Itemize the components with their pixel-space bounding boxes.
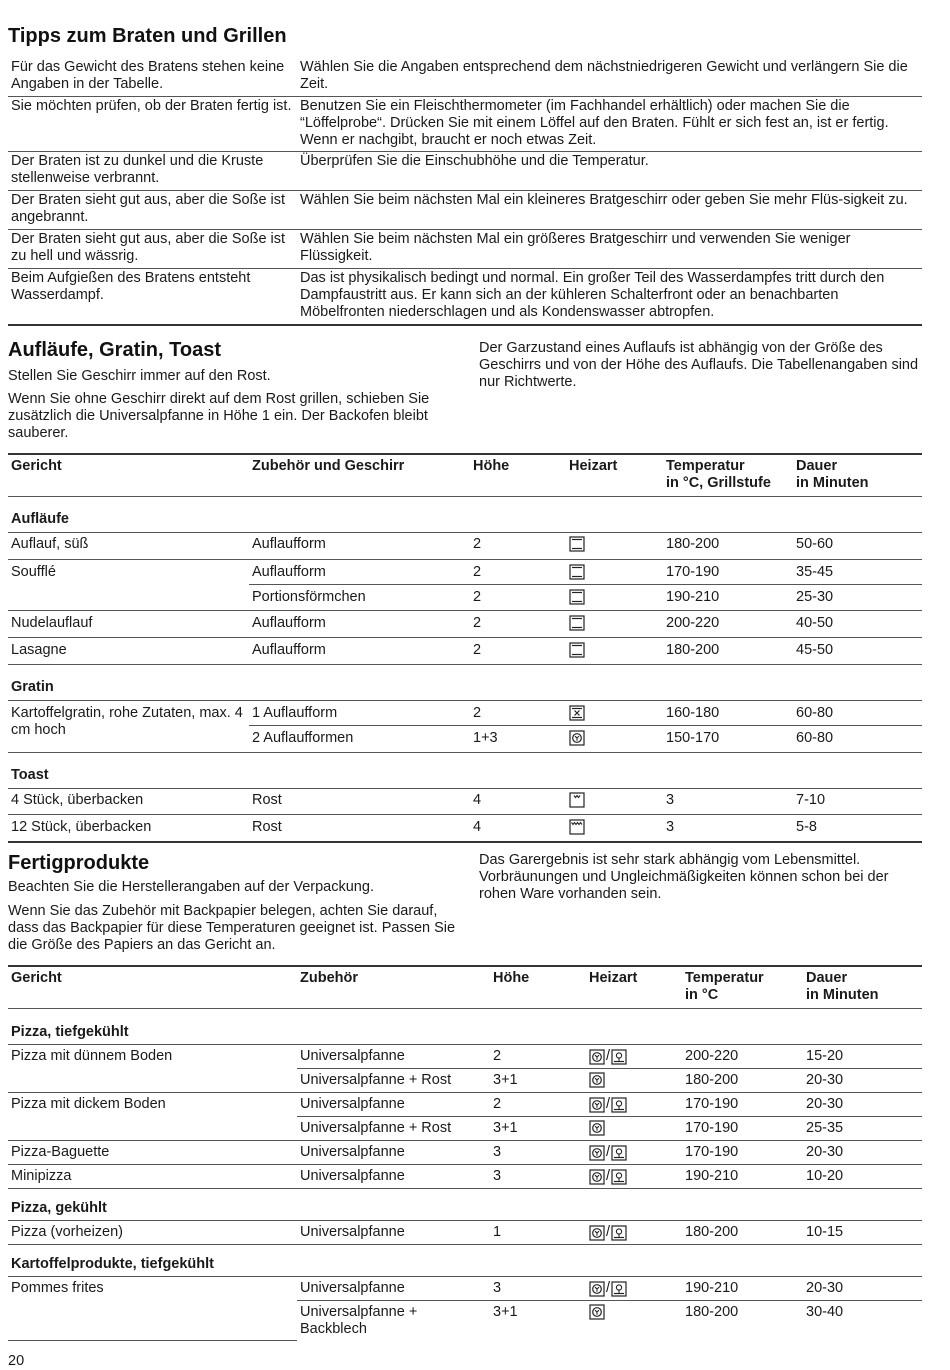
mode-cell [586, 1221, 682, 1245]
table-row [8, 1093, 922, 1117]
section-title-convenience: Fertigprodukte [8, 852, 150, 874]
level-cell: 2 [473, 589, 482, 605]
level-cell: 2 [470, 701, 566, 726]
dish-cell: 4 Stück, überbacken [11, 792, 144, 808]
casserole-intro-3: Der Garzustand eines Auflaufs ist abhängig von der Größe des Geschirrs und von der Höhe des Auflaufs. Die Tabellenangaben sind nur Richtwerte. [479, 340, 919, 390]
dish-cell [8, 585, 249, 611]
tip-cell: Überprüfen Sie die Einschubhöhe und die Temperatur. [300, 153, 649, 169]
group-row [8, 1009, 922, 1045]
hot-air-icon [589, 1281, 605, 1297]
convenience-table [8, 965, 922, 1341]
mode-cell [566, 560, 663, 585]
group-label: Pizza, tiefgekühlt [11, 1024, 129, 1040]
accessory-cell: Universalpfanne [297, 1093, 490, 1117]
problem-cell: Für das Gewicht des Bratens stehen keine Angaben in der Tabelle. [11, 59, 285, 92]
fan-top-bottom-icon [569, 705, 585, 721]
problem-cell: Beim Aufgießen des Bratens entsteht Wasserdampf. [11, 270, 251, 303]
col-mode: Heizart [569, 458, 618, 474]
group-label: Aufläufe [11, 511, 69, 527]
table-row [8, 1045, 922, 1069]
col-dish: Gericht [11, 970, 62, 986]
group-row [8, 1245, 922, 1277]
convenience-intro-3: Das Garergebnis ist sehr stark abhängig vom Lebensmittel. Vorbräunungen und Ungleichmäßigkeiten können schon bei der rohen Ware vorhanden sein. [479, 852, 889, 902]
slash-separator: / [606, 1096, 611, 1112]
mode-cell [586, 1141, 682, 1165]
accessory-cell: Rost [252, 792, 282, 808]
pizza-setting-icon [611, 1097, 627, 1113]
top-bottom-heat-icon [569, 589, 585, 605]
slash-separator: / [606, 1224, 611, 1240]
level-cell: 3+1 [493, 1120, 518, 1136]
mode-cell [566, 789, 663, 815]
hot-air-icon [589, 1169, 605, 1185]
group-label: Kartoffelprodukte, tiefgekühlt [11, 1256, 215, 1272]
duration-cell: 35-45 [793, 560, 922, 585]
dish-cell: Kartoffelgratin, rohe Zutaten, max. 4 cm hoch [8, 701, 249, 753]
duration-cell: 25-30 [796, 589, 834, 605]
temperature-cell: 190-210 [682, 1277, 803, 1301]
accessory-cell: 1 Auflaufform [249, 701, 470, 726]
col-temperature: Temperatur in °C [685, 970, 764, 1003]
table-row [8, 638, 922, 665]
accessory-cell: Rost [252, 819, 282, 835]
section-title-casseroles: Aufläufe, Gratin, Toast [8, 339, 221, 361]
slash-separator: / [606, 1280, 611, 1296]
table-row [8, 58, 922, 97]
level-cell: 3 [493, 1144, 502, 1160]
temperature-cell: 170-190 [663, 560, 793, 585]
table-row [8, 701, 922, 726]
table-header-row [8, 454, 922, 497]
accessory-cell: Auflaufform [252, 642, 326, 658]
temperature-cell: 3 [666, 792, 675, 808]
level-cell: 3+1 [493, 1304, 518, 1320]
problem-cell: Der Braten sieht gut aus, aber die Soße ist angebrannt. [11, 192, 286, 225]
temperature-cell: 150-170 [666, 730, 720, 746]
col-temperature: Temperatur in °C, Grillstufe [666, 458, 771, 491]
group-label: Gratin [11, 679, 54, 695]
duration-cell: 5-8 [796, 819, 817, 835]
temperature-cell: 180-200 [685, 1072, 739, 1088]
table-row [8, 97, 922, 152]
page-number: 20 [8, 1353, 25, 1369]
duration-cell: 20-30 [806, 1144, 844, 1160]
hot-air-icon [589, 1072, 605, 1088]
level-cell: 2 [473, 615, 482, 631]
temperature-cell: 170-190 [682, 1093, 803, 1117]
group-row [8, 497, 922, 533]
duration-cell: 20-30 [803, 1093, 922, 1117]
col-duration: Dauer in Minuten [796, 458, 869, 491]
hot-air-icon [589, 1120, 605, 1136]
temperature-cell: 3 [666, 819, 675, 835]
dish-cell: 12 Stück, überbacken [11, 819, 152, 835]
mode-cell [566, 638, 663, 665]
mode-cell [566, 585, 663, 611]
dish-cell: Pizza-Baguette [11, 1144, 110, 1160]
group-label: Pizza, gekühlt [11, 1200, 107, 1216]
dish-cell: Pizza (vorheizen) [11, 1224, 124, 1240]
dish-cell: Minipizza [11, 1168, 72, 1184]
tip-cell: Wählen Sie die Angaben entsprechend dem nächstniedrigeren Gewicht und verlängern Sie die Zeit. [300, 59, 908, 92]
table-row [8, 815, 922, 842]
level-cell: 4 [473, 819, 482, 835]
duration-cell: 45-50 [796, 642, 834, 658]
mode-cell [586, 1277, 682, 1301]
duration-cell: 25-35 [806, 1120, 844, 1136]
dish-cell: Pommes frites [8, 1277, 297, 1341]
accessory-cell: Portionsförmchen [252, 589, 366, 605]
tip-cell: Benutzen Sie ein Fleischthermometer (im Fachhandel erhältlich) oder machen Sie die “Löffelprobe“. Drücken Sie mit einem Löffel auf den Braten. Fühlt er sich fest an, ist er fertig. Wenn er nachgibt, braucht er noch etwas Zeit. [300, 98, 889, 148]
accessory-cell: Auflaufform [249, 560, 470, 585]
mode-cell [566, 533, 663, 560]
top-bottom-heat-icon [569, 536, 585, 552]
duration-cell: 10-20 [806, 1168, 844, 1184]
mode-cell [586, 1069, 682, 1093]
temperature-cell: 170-190 [685, 1144, 739, 1160]
col-duration: Dauer in Minuten [806, 970, 879, 1003]
table-row [8, 560, 922, 585]
table-row [8, 585, 922, 611]
mode-cell [586, 1301, 682, 1341]
slash-separator: / [606, 1168, 611, 1184]
duration-cell: 7-10 [796, 792, 826, 808]
pizza-setting-icon [611, 1049, 627, 1065]
table-header-row [8, 966, 922, 1009]
temperature-cell: 160-180 [663, 701, 793, 726]
pizza-setting-icon [611, 1145, 627, 1161]
accessory-cell: Universalpfanne + Rost [300, 1072, 452, 1088]
tip-cell: Wählen Sie beim nächsten Mal ein kleineres Bratgeschirr oder geben Sie mehr Flüs-sigkeit zu. [300, 192, 908, 208]
pizza-setting-icon [611, 1225, 627, 1241]
dish-cell: Pizza mit dickem Boden [8, 1093, 297, 1141]
dish-cell: Lasagne [11, 642, 67, 658]
hot-air-icon [589, 1049, 605, 1065]
table-row [8, 1221, 922, 1245]
small-grill-icon [569, 792, 585, 808]
accessory-cell: Universalpfanne [300, 1224, 405, 1240]
convenience-intro-1: Beachten Sie die Herstellerangaben auf der Verpackung. [8, 879, 374, 895]
temperature-cell: 180-200 [666, 536, 720, 552]
accessory-cell: Auflaufform [252, 536, 326, 552]
table-row [8, 789, 922, 815]
hot-air-icon [589, 1097, 605, 1113]
level-cell: 1 [493, 1224, 502, 1240]
temperature-cell: 170-190 [685, 1120, 739, 1136]
top-bottom-heat-icon [569, 615, 585, 631]
col-level: Höhe [473, 458, 510, 474]
table-row [8, 152, 922, 191]
mode-cell [586, 1117, 682, 1141]
col-level: Höhe [493, 970, 530, 986]
mode-cell [566, 726, 663, 753]
accessory-cell: 2 Auflaufformen [252, 730, 354, 746]
dish-cell: Auflauf, süß [11, 536, 89, 552]
duration-cell: 60-80 [793, 701, 922, 726]
level-cell: 3 [490, 1277, 586, 1301]
level-cell: 2 [490, 1093, 586, 1117]
temperature-cell: 180-200 [685, 1304, 739, 1320]
mode-cell [566, 701, 663, 726]
table-row [8, 533, 922, 560]
table-row [8, 230, 922, 269]
dish-cell: Pizza mit dünnem Boden [8, 1045, 297, 1093]
slash-separator: / [606, 1144, 611, 1160]
duration-cell: 60-80 [796, 730, 834, 746]
group-row [8, 665, 922, 701]
level-cell: 2 [473, 536, 482, 552]
section-title-roasting-tips: Tipps zum Braten und Grillen [8, 25, 287, 47]
level-cell: 2 [490, 1045, 586, 1069]
duration-cell: 10-15 [806, 1224, 844, 1240]
level-cell: 4 [473, 792, 482, 808]
table-row [8, 269, 922, 326]
table-row [8, 191, 922, 230]
col-mode: Heizart [589, 970, 638, 986]
accessory-cell: Universalpfanne + Rost [300, 1120, 452, 1136]
level-cell: 3+1 [493, 1072, 518, 1088]
mode-cell [586, 1165, 682, 1189]
duration-cell: 40-50 [796, 615, 834, 631]
table-row [8, 1165, 922, 1189]
mode-cell [586, 1093, 682, 1117]
duration-cell: 20-30 [803, 1277, 922, 1301]
problem-cell: Sie möchten prüfen, ob der Braten fertig ist. [11, 98, 292, 114]
tip-cell: Wählen Sie beim nächsten Mal ein größeres Bratgeschirr und verwenden Sie weniger Flüssigkeit. [300, 231, 851, 264]
duration-cell: 50-60 [796, 536, 834, 552]
duration-cell: 15-20 [803, 1045, 922, 1069]
mode-cell [566, 611, 663, 638]
duration-cell: 20-30 [806, 1072, 844, 1088]
group-row [8, 1189, 922, 1221]
table-row [8, 1277, 922, 1301]
accessory-cell: Universalpfanne [300, 1168, 405, 1184]
level-cell: 1+3 [473, 730, 498, 746]
temperature-cell: 190-210 [666, 589, 720, 605]
hot-air-icon [589, 1304, 605, 1320]
temperature-cell: 200-220 [682, 1045, 803, 1069]
casserole-intro-1: Stellen Sie Geschirr immer auf den Rost. [8, 368, 271, 384]
casserole-table [8, 453, 922, 843]
tip-cell: Das ist physikalisch bedingt und normal. Ein großer Teil des Wasserdampfes tritt durch den Dampfaustritt aus. Er kann sich an der kühleren Schalterfront oder an benachbarten Möbelfronten niederschlagen und als Kondenswasser abtropfen. [300, 270, 885, 320]
hot-air-icon [589, 1145, 605, 1161]
dish-cell: Soufflé [11, 564, 56, 580]
top-bottom-heat-icon [569, 642, 585, 658]
top-bottom-heat-icon [569, 564, 585, 580]
hot-air-icon [569, 730, 585, 746]
accessory-cell: Universalpfanne [300, 1144, 405, 1160]
slash-separator: / [606, 1048, 611, 1064]
col-accessory: Zubehör [300, 970, 358, 986]
col-dish: Gericht [11, 458, 62, 474]
accessory-cell: Universalpfanne [297, 1277, 490, 1301]
pizza-setting-icon [611, 1169, 627, 1185]
accessory-cell: Auflaufform [252, 615, 326, 631]
level-cell: 3 [493, 1168, 502, 1184]
group-row [8, 753, 922, 789]
level-cell: 2 [470, 560, 566, 585]
temperature-cell: 180-200 [685, 1224, 739, 1240]
group-label: Toast [11, 767, 49, 783]
roasting-tips-table [8, 58, 922, 326]
convenience-intro-2: Wenn Sie das Zubehör mit Backpapier belegen, achten Sie darauf, dass das Backpapier für diese Temperaturen geeignet ist. Passen Sie die Größe des Papiers an das Gericht an. [8, 903, 456, 953]
level-cell: 2 [473, 642, 482, 658]
temperature-cell: 180-200 [666, 642, 720, 658]
problem-cell: Der Braten ist zu dunkel und die Kruste stellenweise verbrannt. [11, 153, 264, 186]
mode-cell [586, 1045, 682, 1069]
temperature-cell: 200-220 [666, 615, 720, 631]
pizza-setting-icon [611, 1281, 627, 1297]
table-row [8, 1141, 922, 1165]
mode-cell [566, 815, 663, 842]
casserole-intro-2: Wenn Sie ohne Geschirr direkt auf dem Rost grillen, schieben Sie zusätzlich die Universalpfanne in Höhe 1 ein. Der Backofen bleibt sauberer. [8, 391, 430, 441]
dish-cell: Nudelauflauf [11, 615, 93, 631]
table-row [8, 611, 922, 638]
hot-air-icon [589, 1225, 605, 1241]
accessory-cell: Universalpfanne + Backblech [300, 1304, 418, 1337]
large-grill-icon [569, 819, 585, 835]
duration-cell: 30-40 [806, 1304, 844, 1320]
accessory-cell: Universalpfanne [297, 1045, 490, 1069]
col-accessory: Zubehör und Geschirr [252, 458, 405, 474]
problem-cell: Der Braten sieht gut aus, aber die Soße ist zu hell und wässrig. [11, 231, 286, 264]
temperature-cell: 190-210 [685, 1168, 739, 1184]
